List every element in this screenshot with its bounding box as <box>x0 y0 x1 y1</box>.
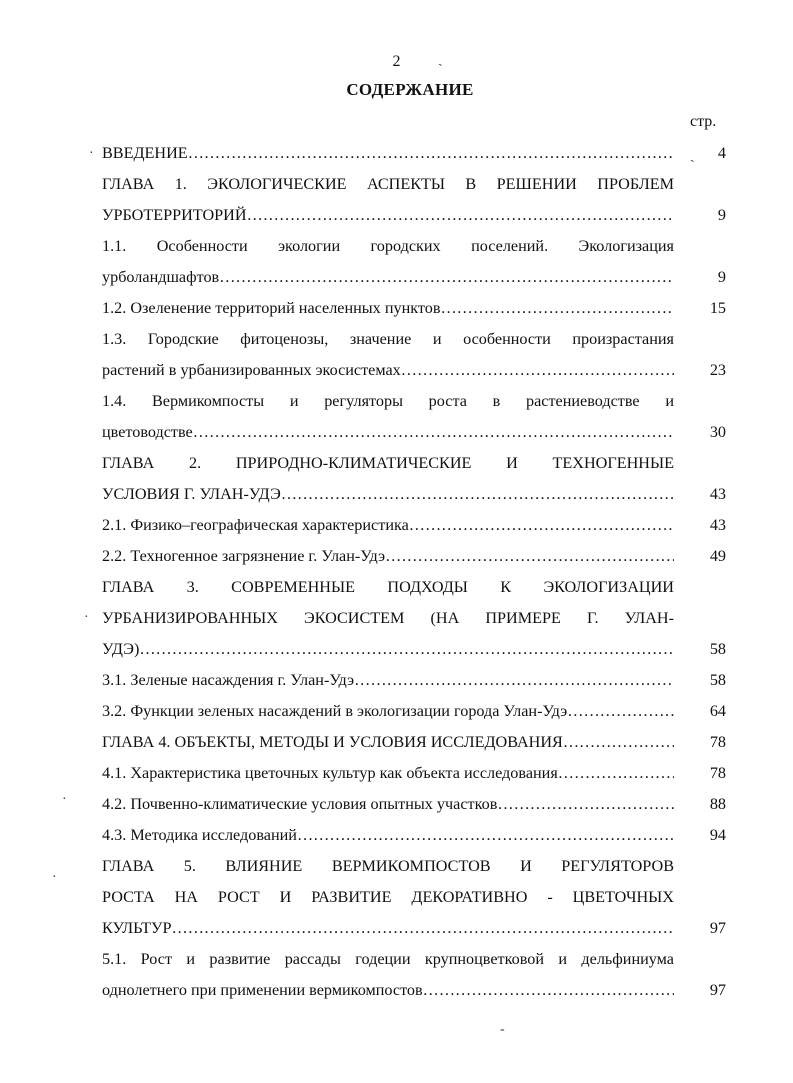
toc-entry-text: ГЛАВА 1. ЭКОЛОГИЧЕСКИЕ АСПЕКТЫ В РЕШЕНИИ ПРОБЛЕМ <box>102 175 674 193</box>
toc-entry-text: 4.1. Характеристика цветочных культур как объекта исследования ………………………………………………………………………………………………………………………………………………………… <box>102 758 674 789</box>
table-of-contents <box>102 138 726 1006</box>
toc-page-number: 88 <box>709 795 726 813</box>
page-title: СОДЕРЖАНИЕ <box>346 80 474 99</box>
toc-entry-text: 2.1. Физико–географическая характеристика ………………………………………………………………………………………………………………………………………………………… <box>102 510 674 541</box>
toc-entry-text: 1.1. Особенности экологии городских поселений. Экологизация <box>102 237 674 255</box>
toc-entry-text: УДЭ) ………………………………………………………………………………………………………………………………………………………… <box>102 634 674 665</box>
toc-entry-text: 1.2. Озеленение территорий населенных пунктов ………………………………………………………………………………………………………………………………………………………… <box>102 293 674 324</box>
toc-entry-text: РОСТА НА РОСТ И РАЗВИТИЕ ДЕКОРАТИВНО - ЦВЕТОЧНЫХ <box>102 888 674 906</box>
toc-page-number: 78 <box>709 733 726 751</box>
toc-line <box>102 851 726 882</box>
toc-entry-text: ВВЕДЕНИЕ ………………………………………………………………………………………………………………………………………………………… <box>102 138 674 169</box>
scan-speck: · <box>84 610 89 625</box>
toc-entry-text: УРБОТЕРРИТОРИЙ ………………………………………………………………………………………………………………………………………………………… <box>102 200 674 231</box>
toc-entry-text: 3.1. Зеленые насаждения г. Улан-Удэ ………………………………………………………………………………………………………………………………………………………… <box>102 665 674 696</box>
toc-page-number: 58 <box>709 671 726 689</box>
toc-entry-text: 4.2. Почвенно-климатические условия опытных участков ………………………………………………………………………………………………………………………………………………………… <box>102 789 674 820</box>
toc-line <box>102 789 726 820</box>
toc-line <box>102 231 726 262</box>
toc-page-number: 94 <box>709 826 726 844</box>
toc-entry-text: цветоводстве ………………………………………………………………………………………………………………………………………………………… <box>102 417 674 448</box>
toc-line <box>102 882 726 913</box>
toc-page-number: 58 <box>709 640 726 658</box>
toc-line <box>102 169 726 200</box>
toc-entry-text: ГЛАВА 3. СОВРЕМЕННЫЕ ПОДХОДЫ К ЭКОЛОГИЗАЦИИ <box>102 578 674 596</box>
toc-line <box>102 324 726 355</box>
toc-page-number: 43 <box>709 516 726 534</box>
toc-entry-text: УСЛОВИЯ Г. УЛАН-УДЭ ………………………………………………………………………………………………………………………………………………………… <box>102 479 674 510</box>
toc-page-number: 15 <box>709 299 726 317</box>
toc-line <box>102 510 726 541</box>
toc-line <box>102 355 726 386</box>
page-number: 2 <box>392 53 401 70</box>
toc-line <box>102 479 726 510</box>
toc-entry-text: растений в урбанизированных экосистемах ………………………………………………………………………………………………………………………………………………………… <box>102 355 674 386</box>
toc-line <box>102 975 726 1006</box>
toc-entry-text: 1.3. Городские фитоценозы, значение и особенности произрастания <box>102 330 674 348</box>
toc-page-number: 97 <box>709 919 726 937</box>
toc-page-number: 4 <box>717 144 726 162</box>
toc-line <box>102 386 726 417</box>
toc-entry-text: однолетнего при применении вермикомпостов ………………………………………………………………………………………………………………………………………………………… <box>102 975 674 1006</box>
toc-line <box>102 944 726 975</box>
toc-line <box>102 696 726 727</box>
page-column-label: стр. <box>690 113 717 130</box>
toc-entry-text: УРБАНИЗИРОВАННЫХ ЭКОСИСТЕМ (НА ПРИМЕРЕ Г. УЛАН- <box>102 609 674 627</box>
toc-entry-text: 2.2. Техногенное загрязнение г. Улан-Удэ ………………………………………………………………………………………………………………………………………………………… <box>102 541 674 572</box>
toc-line <box>102 417 726 448</box>
toc-entry-text: 1.4. Вермикомпосты и регуляторы роста в растениеводстве и <box>102 392 674 410</box>
toc-page-number: 43 <box>709 485 726 503</box>
toc-entry-text: 3.2. Функции зеленых насаждений в экологизации города Улан-Удэ ………………………………………………………………………………………………………………………………………………………… <box>102 696 674 727</box>
toc-page-number: 30 <box>709 423 726 441</box>
toc-line <box>102 293 726 324</box>
toc-line <box>102 727 726 758</box>
toc-line <box>102 603 726 634</box>
scan-speck: · <box>89 146 94 161</box>
toc-page-number: 78 <box>709 764 726 782</box>
toc-line <box>102 448 726 479</box>
toc-entry-text: КУЛЬТУР ………………………………………………………………………………………………………………………………………………………… <box>102 913 674 944</box>
toc-line <box>102 200 726 231</box>
toc-page-number: 9 <box>717 268 726 286</box>
toc-page-number: 9 <box>717 206 726 224</box>
toc-entry-text: ГЛАВА 4. ОБЪЕКТЫ, МЕТОДЫ И УСЛОВИЯ ИССЛЕДОВАНИЯ ………………………………………………………………………………………………………………………………………………………… <box>102 727 674 758</box>
scan-speck: ˎ <box>438 52 443 67</box>
toc-page-number: 49 <box>709 547 726 565</box>
toc-entry-text: ГЛАВА 2. ПРИРОДНО-КЛИМАТИЧЕСКИЕ И ТЕХНОГЕННЫЕ <box>102 454 674 472</box>
toc-page-number: 64 <box>709 702 726 720</box>
toc-page-number: 23 <box>709 361 726 379</box>
toc-line <box>102 913 726 944</box>
scan-speck: · <box>52 870 57 885</box>
scan-speck: - <box>500 1022 505 1037</box>
toc-page-number: 97 <box>709 981 726 999</box>
toc-entry-text: урболандшафтов ………………………………………………………………………………………………………………………………………………………… <box>102 262 674 293</box>
toc-line <box>102 138 726 169</box>
toc-entry-text: 5.1. Рост и развитие рассады годеции крупноцветковой и дельфиниума <box>102 950 674 968</box>
toc-line <box>102 572 726 603</box>
toc-line <box>102 820 726 851</box>
toc-entry-text: ГЛАВА 5. ВЛИЯНИЕ ВЕРМИКОМПОСТОВ И РЕГУЛЯТОРОВ <box>102 857 674 875</box>
scan-speck: · <box>62 792 67 807</box>
toc-entry-text: 4.3. Методика исследований ………………………………………………………………………………………………………………………………………………………… <box>102 820 674 851</box>
toc-line <box>102 665 726 696</box>
toc-line <box>102 262 726 293</box>
toc-line <box>102 541 726 572</box>
toc-line <box>102 758 726 789</box>
toc-line <box>102 634 726 665</box>
scan-speck: ˎ <box>690 148 695 163</box>
